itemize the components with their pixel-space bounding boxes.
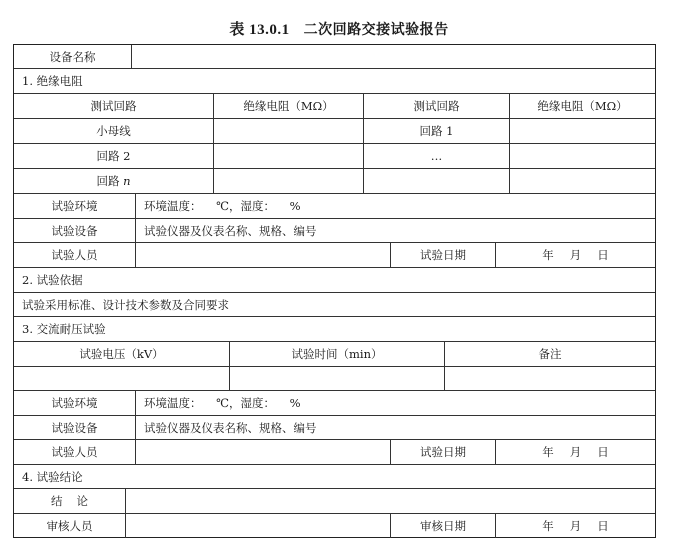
conclusion-row (14, 489, 655, 514)
year-label: 年 (542, 519, 554, 533)
header-resistance-a: 绝缘电阻（MΩ） (213, 94, 363, 118)
reviewer-label: 审核人员 (46, 519, 93, 533)
test-date-field[interactable] (495, 440, 655, 464)
circuit-a-label: 回路 (96, 174, 120, 188)
circuit-a-var: n (123, 174, 131, 188)
header-test-voltage: 试验电压（kV） (79, 347, 164, 361)
circuit-a-cell: 小母线 (96, 124, 131, 138)
test-environment-row (14, 194, 655, 219)
section-2-heading-row (14, 268, 655, 293)
insulation-row (14, 169, 655, 194)
environment-label: 试验环境 (51, 396, 98, 410)
device-name-field[interactable] (131, 45, 655, 68)
personnel-label: 试验人员 (51, 445, 98, 459)
ac-test-header-row (14, 342, 655, 367)
circuit-b-cell: 回路 1 (363, 119, 509, 143)
table-title: 二次回路交接试验报告 (303, 22, 449, 38)
environment-field[interactable]: 环境温度： ℃，湿度： % (135, 194, 655, 218)
day-label: 日 (597, 445, 609, 459)
header-remarks: 备注 (444, 342, 655, 366)
test-time-field[interactable] (229, 367, 444, 390)
test-equipment-row (14, 416, 655, 440)
reviewer-row (14, 514, 655, 538)
ac-test-data-row (14, 367, 655, 391)
personnel-field[interactable] (135, 440, 390, 464)
review-date-label: 审核日期 (390, 514, 495, 538)
resistance-b-field[interactable] (509, 144, 655, 168)
equipment-label: 试验设备 (51, 420, 98, 435)
conclusion-label-a: 结 (51, 494, 77, 508)
circuit-a-cell: 回路 2 (96, 149, 131, 163)
day-label: 日 (597, 248, 609, 262)
header-resistance-b: 绝缘电阻（MΩ） (509, 94, 655, 118)
test-personnel-row (14, 440, 655, 465)
report-table (13, 44, 656, 538)
personnel-label: 试验人员 (51, 248, 98, 262)
circuit-b-cell[interactable] (363, 169, 509, 193)
personnel-field[interactable] (135, 243, 390, 267)
resistance-a-field[interactable] (213, 144, 363, 168)
test-date-field[interactable] (495, 243, 655, 267)
test-voltage-field[interactable] (14, 367, 229, 390)
month-label: 月 (569, 248, 582, 262)
test-date-label: 试验日期 (390, 440, 495, 464)
table-number: 表 13.0.1 (229, 22, 290, 38)
day-label: 日 (597, 519, 609, 533)
remarks-field[interactable] (444, 367, 655, 390)
section-1-heading: 1. 绝缘电阻 (22, 74, 83, 88)
test-basis-text[interactable]: 试验采用标准、设计技术参数及合同要求 (22, 297, 229, 312)
header-circuit-b: 测试回路 (363, 94, 509, 118)
section-4-heading-row (14, 465, 655, 489)
circuit-a-cell (14, 169, 213, 193)
test-equipment-row (14, 219, 655, 243)
equipment-field[interactable]: 试验仪器及仪表名称、规格、编号 (135, 416, 655, 439)
resistance-b-field[interactable] (509, 119, 655, 143)
section-2-heading: 2. 试验依据 (22, 273, 83, 287)
year-label: 年 (542, 445, 554, 459)
year-label: 年 (542, 248, 554, 262)
insulation-header-row (14, 94, 655, 119)
insulation-row (14, 119, 655, 144)
test-personnel-row (14, 243, 655, 268)
equipment-field[interactable]: 试验仪器及仪表名称、规格、编号 (135, 219, 655, 242)
section-3-heading: 3. 交流耐压试验 (22, 322, 106, 336)
equipment-label: 试验设备 (51, 223, 98, 238)
month-label: 月 (569, 519, 582, 533)
section-3-heading-row (14, 317, 655, 342)
test-date-label: 试验日期 (390, 243, 495, 267)
insulation-row (14, 144, 655, 169)
resistance-b-field[interactable] (509, 169, 655, 193)
header-circuit-a: 测试回路 (90, 99, 137, 113)
conclusion-field[interactable] (125, 489, 655, 513)
reviewer-field[interactable] (125, 514, 390, 538)
review-date-field[interactable] (495, 514, 655, 538)
month-label: 月 (569, 445, 582, 459)
device-name-label: 设备名称 (49, 49, 96, 64)
test-environment-row (14, 391, 655, 416)
resistance-a-field[interactable] (213, 169, 363, 193)
environment-field[interactable]: 环境温度： ℃，湿度： % (135, 391, 655, 415)
header-test-time: 试验时间（min） (229, 342, 444, 366)
section-1-heading-row (14, 69, 655, 94)
device-name-row (14, 45, 655, 69)
conclusion-label (14, 489, 125, 513)
resistance-a-field[interactable] (213, 119, 363, 143)
test-basis-row (14, 293, 655, 317)
section-4-heading: 4. 试验结论 (22, 469, 83, 484)
environment-label: 试验环境 (51, 199, 98, 213)
conclusion-label-b: 论 (76, 494, 88, 508)
report-title (0, 18, 678, 39)
circuit-b-cell: … (363, 144, 509, 168)
